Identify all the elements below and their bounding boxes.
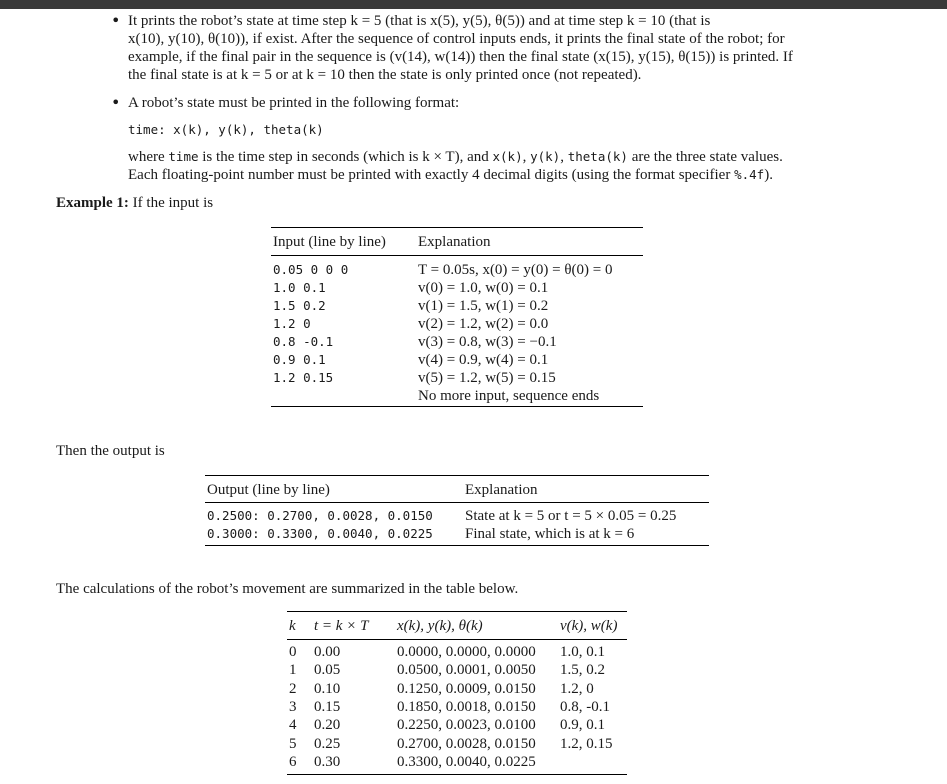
example-heading: Example 1: If the input is [56,195,214,211]
calc-table-t-cell: 0.10 [314,680,341,697]
input-table-explanation-cell: T = 0.05s, x(0) = y(0) = θ(0) = 0 [418,262,613,278]
input-table-input-cell: 0.05 0 0 0 [273,262,349,277]
output-table-header-explanation: Explanation [465,482,538,498]
calc-table-state-cell: 0.2700, 0.0028, 0.0150 [397,735,536,752]
calc-table-k-cell: 4 [289,717,297,734]
table-top-rule [205,475,709,476]
calc-table-state-cell: 0.1850, 0.0018, 0.0150 [397,698,536,715]
calc-table-t-cell: 0.30 [314,753,341,770]
calc-table-k-cell: 6 [289,753,297,770]
calc-table-t-cell: 0.20 [314,717,341,734]
input-table-explanation-cell: v(2) = 1.2, w(2) = 0.0 [418,316,549,332]
table-top-rule [271,227,643,228]
output-table-output-cell: 0.3000: 0.3300, 0.0040, 0.0225 [207,526,433,541]
table-top-rule [287,611,627,612]
input-table-header-explanation: Explanation [418,234,491,250]
calc-table-inputs-cell: 1.0, 0.1 [560,644,605,660]
calc-table-k-cell: 1 [289,662,297,679]
input-table-explanation-cell: No more input, sequence ends [418,388,600,404]
input-table-input-cell: 1.0 0.1 [273,280,326,295]
then-output-text: Then the output is [56,443,165,459]
table-header-rule [287,639,627,640]
bullet-1-line-3: example, if the final pair in the sequence is (v(14), w(14)) then the final state (x(15), y(15), θ(15)) is printed. If [128,49,793,65]
calc-table-t-cell: 0.00 [314,644,341,660]
calc-table-header-t: t = k × T [314,618,369,634]
calc-table-inputs-cell: 1.2, 0.15 [560,735,613,752]
calc-table-state-cell: 0.3300, 0.0040, 0.0225 [397,753,536,770]
calc-table-header-inputs: v(k), w(k) [560,618,618,634]
bullet-2-line-1: A robot’s state must be printed in the following format: [128,95,460,111]
format-desc-line-2: Each floating-point number must be printed with exactly 4 decimal digits (using the format specifier %.4f). [128,167,773,183]
calc-table-k-cell: 2 [289,680,297,697]
calc-table-state-cell: 0.2250, 0.0023, 0.0100 [397,717,536,734]
table-bottom-rule [287,774,627,775]
calc-table-inputs-cell: 1.5, 0.2 [560,662,605,679]
bullet-1-line-4: the final state is at k = 5 or at k = 10 then the state is only printed once (not repeated). [128,67,642,83]
bullet-marker: • [111,93,121,112]
output-table-explanation-cell: State at k = 5 or t = 5 × 0.05 = 0.25 [465,508,677,524]
input-table-input-cell: 0.8 -0.1 [273,334,334,349]
calc-table-k-cell: 5 [289,735,297,752]
input-table-input-cell: 1.2 0.15 [273,370,334,385]
input-table-explanation-cell: v(0) = 1.0, w(0) = 0.1 [418,280,549,296]
calc-table-state-cell: 0.0500, 0.0001, 0.0050 [397,662,536,679]
calc-table-inputs-cell: 0.8, -0.1 [560,698,610,715]
calc-table-inputs-cell: 0.9, 0.1 [560,717,605,734]
bullet-1-line-1: It prints the robot’s state at time step k = 5 (that is x(5), y(5), θ(5)) and at time step k = 10 (that is [128,13,711,29]
calc-table-k-cell: 0 [289,644,297,660]
table-header-rule [271,255,643,256]
calc-table-inputs-cell: 1.2, 0 [560,680,594,697]
document-page [0,9,947,784]
calc-table-t-cell: 0.15 [314,698,341,715]
table-header-rule [205,502,709,503]
input-table-explanation-cell: v(3) = 0.8, w(3) = −0.1 [418,334,557,350]
bullet-marker: • [111,11,121,30]
format-code: time: x(k), y(k), theta(k) [128,122,324,137]
format-desc-line-1: where time is the time step in seconds (which is k × T), and x(k), y(k), theta(k) are the three state values. [128,149,783,165]
input-table-explanation-cell: v(4) = 0.9, w(4) = 0.1 [418,352,549,368]
input-table-input-cell: 1.5 0.2 [273,298,326,313]
calc-table-k-cell: 3 [289,698,297,715]
output-table-explanation-cell: Final state, which is at k = 6 [465,526,635,542]
calc-table-state-cell: 0.0000, 0.0000, 0.0000 [397,644,536,660]
calc-table-header-k: k [289,618,296,634]
input-table-explanation-cell: v(5) = 1.2, w(5) = 0.15 [418,370,556,386]
input-table-input-cell: 1.2 0 [273,316,311,331]
input-table-header-input: Input (line by line) [273,234,386,250]
calc-table-t-cell: 0.25 [314,735,341,752]
input-table-input-cell: 0.9 0.1 [273,352,326,367]
calc-table-state-cell: 0.1250, 0.0009, 0.0150 [397,680,536,697]
bullet-1-line-2: x(10), y(10), θ(10)), if exist. After the sequence of control inputs ends, it prints the final state of the robot; for [128,31,785,47]
table-bottom-rule [271,406,643,407]
calc-table-header-state: x(k), y(k), θ(k) [397,618,483,634]
output-table-output-cell: 0.2500: 0.2700, 0.0028, 0.0150 [207,508,433,523]
calc-table-t-cell: 0.05 [314,662,341,679]
input-table-explanation-cell: v(1) = 1.5, w(1) = 0.2 [418,298,549,314]
summary-text: The calculations of the robot’s movement are summarized in the table below. [56,581,519,597]
table-bottom-rule [205,545,709,546]
output-table-header-output: Output (line by line) [207,482,330,498]
